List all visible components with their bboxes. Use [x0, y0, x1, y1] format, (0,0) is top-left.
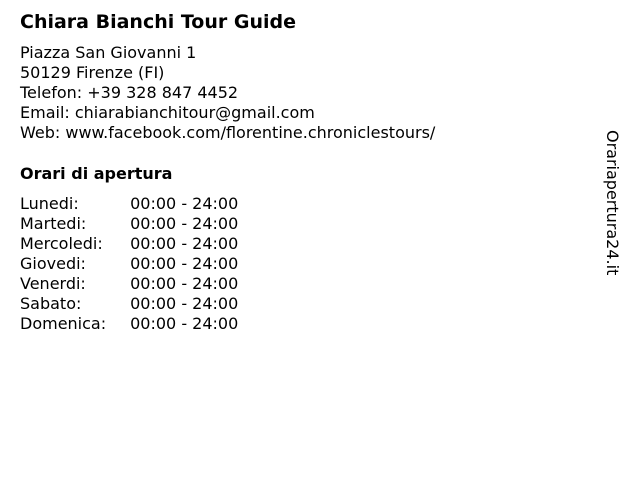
day-hours: 00:00 - 24:00	[130, 214, 239, 233]
address-street: Piazza San Giovanni 1	[20, 43, 197, 62]
site-brand	[602, 130, 640, 310]
day-label: Domenica:	[20, 314, 107, 333]
hours-row-monday	[20, 194, 238, 214]
day-hours: 00:00 - 24:00	[130, 194, 239, 213]
site-brand-text: Orariapertura24.it	[603, 130, 622, 276]
day-label: Mercoledi:	[20, 234, 103, 253]
day-label: Venerdi:	[20, 274, 86, 293]
day-hours: 00:00 - 24:00	[130, 314, 239, 333]
hours-row-saturday	[20, 294, 238, 314]
web-text: Web: www.facebook.com/florentine.chroniclestours/	[20, 123, 436, 142]
opening-hours-table	[20, 194, 238, 334]
day-label: Giovedi:	[20, 254, 86, 273]
day-hours: 00:00 - 24:00	[130, 254, 239, 273]
hours-row-friday	[20, 274, 238, 294]
day-hours: 00:00 - 24:00	[130, 234, 239, 253]
hours-row-wednesday	[20, 234, 238, 254]
business-name: Chiara Bianchi Tour Guide	[20, 11, 296, 33]
business-info	[20, 43, 435, 143]
day-label: Martedi:	[20, 214, 87, 233]
day-hours: 00:00 - 24:00	[130, 294, 239, 313]
day-hours: 00:00 - 24:00	[130, 274, 239, 293]
address-city: 50129 Firenze (FI)	[20, 63, 165, 82]
email-text: Email: chiarabianchitour@gmail.com	[20, 103, 315, 122]
hours-row-thursday	[20, 254, 238, 274]
hours-row-sunday	[20, 314, 238, 334]
hours-row-tuesday	[20, 214, 238, 234]
day-label: Sabato:	[20, 294, 82, 313]
day-label: Lunedi:	[20, 194, 79, 213]
opening-hours-heading: Orari di apertura	[20, 164, 173, 183]
phone-text: Telefon: +39 328 847 4452	[20, 83, 239, 102]
